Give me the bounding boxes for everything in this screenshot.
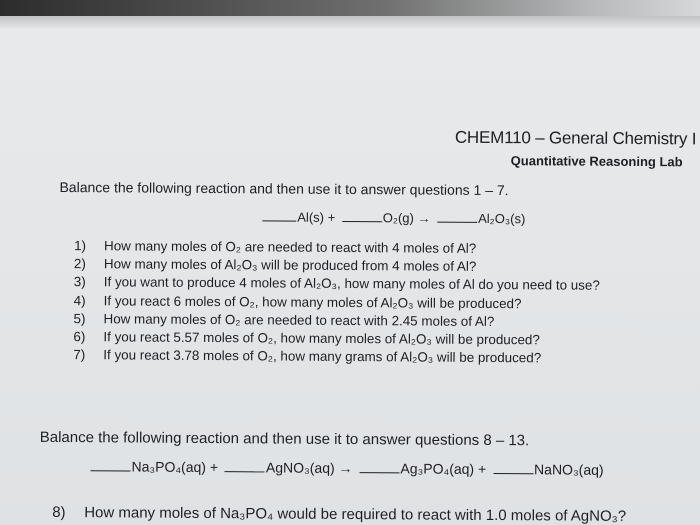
- question-text: How many moles of Al₂O₃ will be produced from 4 moles of Al?: [103, 256, 477, 275]
- lab-name: Quantitative Reasoning Lab: [510, 153, 683, 170]
- coefficient-blank: [342, 220, 382, 222]
- coefficient-blank: [262, 219, 296, 221]
- part2-equation: [90, 458, 606, 478]
- coefficient-blank: [437, 221, 477, 223]
- part1-equation: [262, 209, 528, 226]
- eq1-reactant2: O₂(g) →: [382, 210, 431, 226]
- question-number: 7): [73, 347, 86, 363]
- eq2-product1: Ag₃PO₄(aq) +: [400, 460, 487, 477]
- question-list: [73, 238, 600, 369]
- question-number: 4): [73, 292, 86, 308]
- eq2-reactant2: AgNO₃(aq) →: [265, 459, 353, 477]
- question-number: 8): [52, 503, 66, 522]
- question-text: If you react 6 moles of O₂, how many moles of Al₂O₃ will be produced?: [103, 292, 522, 311]
- coefficient-blank: [493, 472, 533, 474]
- question-text: If you want to produce 4 moles of Al₂O₃, how many moles of Al do you need to use?: [103, 274, 600, 294]
- coefficient-blank: [225, 470, 265, 472]
- list-item: [73, 347, 599, 369]
- question-text: How many moles of O₂ are needed to react with 2.45 moles of Al?: [103, 311, 495, 329]
- part1-instruction: Balance the following reaction and then use it to answer questions 1 – 7.: [59, 178, 509, 199]
- question-number: 2): [73, 256, 86, 272]
- eq2-product2: NaNO₃(aq): [534, 461, 604, 478]
- question-text: How many moles of O₂ are needed to react with 4 moles of Al?: [104, 238, 477, 256]
- question-text: How many moles of Na₃PO₄ would be required to react with 1.0 moles of AgNO₃?: [84, 504, 627, 525]
- question-8: [52, 504, 626, 525]
- part2-instruction: Balance the following reaction and then use it to answer questions 8 – 13.: [39, 428, 530, 450]
- coefficient-blank: [91, 469, 131, 471]
- question-number: 3): [73, 274, 86, 290]
- question-number: 1): [74, 238, 87, 254]
- eq2-reactant1: Na₃PO₄(aq) +: [131, 458, 219, 476]
- question-text: If you react 5.57 moles of O₂, how many moles of Al₂O₃ will be produced?: [103, 329, 540, 348]
- question-number: 5): [73, 310, 86, 326]
- eq1-reactant1: Al(s) +: [297, 209, 336, 225]
- coefficient-blank: [359, 471, 399, 473]
- question-number: 6): [73, 329, 86, 345]
- question-text: If you react 3.78 moles of O₂, how many grams of Al₂O₃ will be produced?: [103, 347, 542, 366]
- eq1-product1: Al₂O₃(s): [478, 210, 526, 227]
- course-title: CHEM110 – General Chemistry I: [454, 127, 697, 149]
